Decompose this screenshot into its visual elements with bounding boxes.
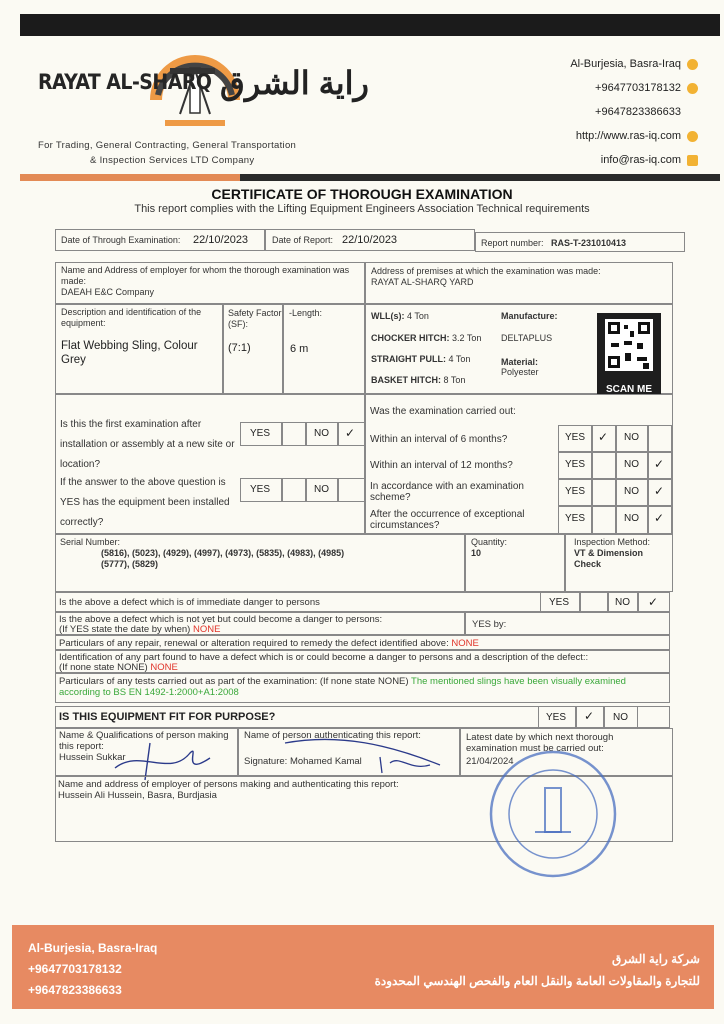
- company-tagline: [38, 138, 296, 168]
- fit-yes-check: ✓: [584, 709, 595, 723]
- top-bar: [20, 14, 720, 36]
- manufacturer: DELTAPLUS: [501, 333, 553, 343]
- material: Polyester: [501, 367, 539, 377]
- report-maker-name: Hussein Sukkar: [59, 752, 126, 763]
- tests-value: The mentioned slings have been visually examined according to BS EN 1492-1:2000+A1:2008: [59, 676, 626, 698]
- footer-arabic: [375, 948, 700, 992]
- interval-no-label: NO: [624, 486, 639, 497]
- length-cell: -Length: 6 m: [283, 304, 365, 394]
- globe-icon: [687, 131, 698, 142]
- method-cell: Inspection Method: VT & Dimension Check: [565, 534, 673, 592]
- quantity-cell: Quantity: 10: [465, 534, 565, 592]
- footer-arabic-line-2: للتجارة والمقاولات العامة والنقل العام والفحص الهندسي المحدودة: [374, 974, 700, 988]
- interval-yes-label: YES: [565, 459, 586, 470]
- interval-no-label: NO: [624, 513, 639, 524]
- footer-address: Al-Burjesia, Basra-Iraq: [28, 941, 158, 955]
- company-name-arabic: راية الشرق: [220, 65, 369, 101]
- identification-none: NONE: [150, 662, 178, 673]
- yes-by-cell: YES by:: [465, 612, 670, 635]
- fit-for-purpose-row: IS THIS EQUIPMENT FIT FOR PURPOSE?: [55, 706, 670, 728]
- quantity-value: 10: [471, 548, 482, 558]
- tagline-line-1: For Trading, General Contracting, General Transportation: [38, 140, 297, 151]
- repair-row: Particulars of any repair, renewal or alteration required to remedy the defect identified above: NONE: [55, 635, 670, 650]
- tests-row: Particulars of any tests carried out as part of the examination: (If none state NONE) The mentioned slings have been visually examined according to BS EN 1492-1:2000+A1:2008: [55, 673, 670, 703]
- footer-phone-2: +9647823386633: [28, 983, 122, 997]
- next-exam-cell: Latest date by which next thorough examination must be carried out: 21/04/2024: [460, 728, 673, 776]
- premises-value: RAYAT AL-SHARQ YARD: [371, 277, 474, 287]
- phone-icon: [687, 83, 698, 94]
- qr-icon: [597, 313, 661, 377]
- scan-me-label: SCAN ME: [605, 384, 653, 395]
- interval-no-check: ✓: [654, 511, 665, 525]
- next-exam-date: 21/04/2024: [466, 756, 514, 767]
- immediate-danger-no-check: ✓: [648, 595, 659, 609]
- footer-phone-1: +9647703178132: [28, 962, 122, 976]
- equipment-description: Flat Webbing Sling, Colour Grey: [61, 340, 198, 366]
- serial-numbers-line-2: (5777), (5829): [101, 559, 159, 569]
- interval-block: Was the examination carried out: Within an interval of 6 months? Within an interval of 12 months? In accordance with an examination scheme? After the occurrence of exceptional circumstances?: [365, 394, 673, 534]
- tagline-line-2: & Inspection Services LTD Company: [90, 155, 255, 166]
- contact-block: [570, 52, 698, 172]
- company-name: RAYAT AL-SHARQ: [38, 70, 212, 94]
- location-icon: [687, 59, 698, 70]
- not-yet-none: NONE: [192, 624, 221, 635]
- signature-kamal: [280, 735, 460, 775]
- report-date-cell: Date of Report: 22/10/2023: [265, 229, 475, 251]
- first-exam-no-check: ✓: [345, 426, 356, 440]
- contact-phone-1: +9647703178132: [595, 82, 681, 94]
- exam-date: 22/10/2023: [193, 234, 249, 246]
- equipment-desc-cell: Description and identification of the equipment: Flat Webbing Sling, Colour Grey: [55, 304, 223, 394]
- employer-name: DAEAH E&C Company: [61, 287, 155, 297]
- not-yet-danger-row: Is the above a defect which is not yet but could become a danger to persons: (If YES state the date by when) NONE: [55, 612, 465, 635]
- header-divider-accent: [20, 174, 240, 181]
- safety-factor-cell: Safety Factor (SF): (7:1): [223, 304, 283, 394]
- employer-persons-value: Hussein Ali Hussein, Basra, Burdjasia: [58, 790, 217, 801]
- qr-code[interactable]: [597, 313, 661, 395]
- length-value: 6 m: [290, 343, 309, 355]
- company-stamp: [487, 748, 619, 880]
- contact-phone-2: +9647823386633: [595, 106, 681, 118]
- authenticator-name: Signature: Mohamed Kamal: [244, 756, 362, 767]
- exam-date-cell: Date of Through Examination: 22/10/2023: [55, 229, 265, 251]
- employer-persons-cell: Name and address of employer of persons making and authenticating this report: Hussein Ali Hussein, Basra, Burdjasia: [55, 776, 673, 842]
- serial-numbers-line-1: (5816), (5023), (4929), (4997), (4973), (5835), (4983), (4985): [101, 548, 345, 558]
- contact-email[interactable]: info@ras-iq.com: [600, 154, 681, 166]
- safety-factor: (7:1): [228, 342, 251, 354]
- interval-no-label: NO: [624, 459, 639, 470]
- interval-no-label: NO: [624, 432, 639, 443]
- report-maker-cell: Name & Qualifications of person making this report: Hussein Sukkar: [55, 728, 238, 776]
- installed-question: If the answer to the above question is YES has the equipment been installed correctly?: [60, 477, 230, 528]
- interval-no-check: ✓: [654, 484, 665, 498]
- report-number-cell: Report number: RAS-T-231010413: [475, 232, 685, 252]
- interval-yes-label: YES: [565, 486, 586, 497]
- serial-cell: Serial Number: (5816), (5023), (4929), (4997), (4973), (5835), (4983), (4985) (5777), (5829): [55, 534, 465, 592]
- mail-icon: [687, 155, 698, 166]
- footer-arabic-line-1: شركة راية الشرق: [611, 952, 700, 966]
- capacity-cell: WLL(s): 4 Ton CHOCKER HITCH: 3.2 Ton STRAIGHT PULL: 4 Ton BASKET HITCH: 8 Ton Manufacture: DELTAPLUS Material: Polyester: [365, 304, 673, 394]
- report-date: 22/10/2023: [342, 234, 398, 246]
- first-exam-question: Is this the first examination after installation or assembly at a new site or location?: [60, 419, 235, 470]
- interval-yes-label: YES: [565, 432, 586, 443]
- interval-no-check: ✓: [654, 457, 665, 471]
- inspection-method: VT & Dimension Check: [574, 548, 644, 569]
- repair-none: NONE: [451, 638, 479, 649]
- interval-yes-label: YES: [565, 513, 586, 524]
- authenticator-cell: Name of person authenticating this report: Signature: Mohamed Kamal: [238, 728, 460, 776]
- footer-contact: [28, 938, 157, 1001]
- premises-cell: Address of premises at which the examination was made: RAYAT AL-SHARQ YARD: [365, 262, 673, 304]
- contact-address: Al-Burjesia, Basra-Iraq: [570, 58, 681, 70]
- interval-yes-check: ✓: [598, 430, 609, 444]
- immediate-danger-row: Is the above a defect which is of immediate danger to persons: [55, 592, 670, 612]
- employer-cell: Name and Address of employer for whom the thorough examination was made: DAEAH E&C Company: [55, 262, 365, 304]
- identification-row: Identification of any part found to have a defect which is or could become a danger to persons and a description of the defect:: (If none state NONE) NONE: [55, 650, 670, 673]
- first-exam-block: [55, 394, 365, 534]
- certificate-title: CERTIFICATE OF THOROUGH EXAMINATION: [211, 186, 513, 202]
- certificate-subtitle: This report complies with the Lifting Equipment Engineers Association Technical requirements: [134, 203, 590, 215]
- contact-website[interactable]: http://www.ras-iq.com: [575, 130, 681, 142]
- report-number: RAS-T-231010413: [551, 238, 627, 248]
